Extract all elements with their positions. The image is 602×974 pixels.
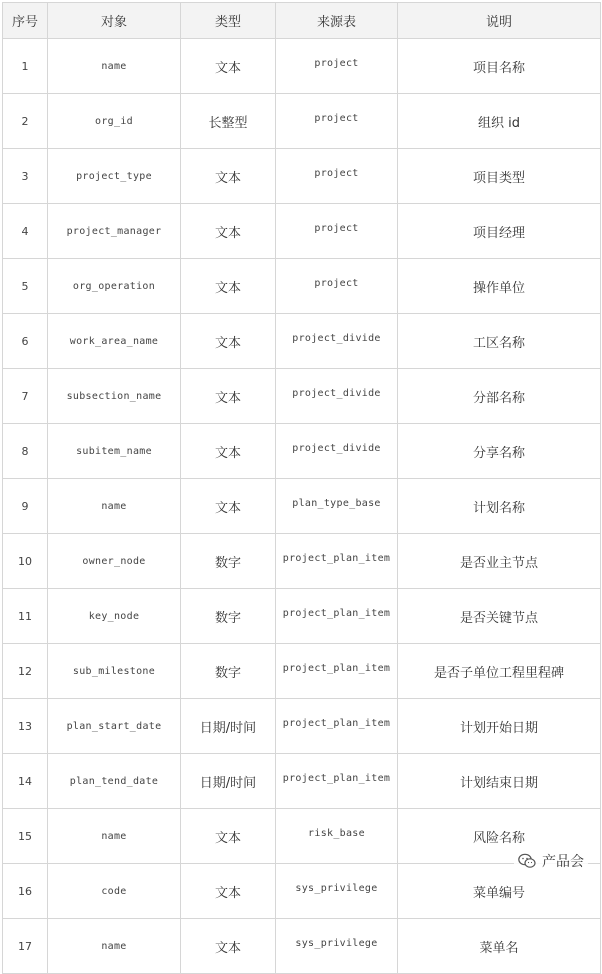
cell-desc: 分部名称 bbox=[398, 369, 601, 424]
cell-index: 3 bbox=[3, 149, 48, 204]
cell-index: 5 bbox=[3, 259, 48, 314]
cell-desc: 计划开始日期 bbox=[398, 699, 601, 754]
table-row bbox=[3, 369, 601, 424]
cell-object: name bbox=[48, 479, 181, 534]
table-row bbox=[3, 754, 601, 809]
table-row bbox=[3, 259, 601, 314]
table-row bbox=[3, 39, 601, 94]
cell-index: 12 bbox=[3, 644, 48, 699]
cell-source: project bbox=[276, 94, 398, 149]
cell-type: 文本 bbox=[181, 369, 276, 424]
cell-desc: 组织 id bbox=[398, 94, 601, 149]
header-type: 类型 bbox=[181, 3, 276, 39]
cell-desc: 项目经理 bbox=[398, 204, 601, 259]
cell-object: org_id bbox=[48, 94, 181, 149]
cell-desc: 工区名称 bbox=[398, 314, 601, 369]
cell-source: project_divide bbox=[276, 424, 398, 479]
cell-type: 文本 bbox=[181, 204, 276, 259]
cell-desc: 是否关键节点 bbox=[398, 589, 601, 644]
cell-index: 11 bbox=[3, 589, 48, 644]
cell-object: subsection_name bbox=[48, 369, 181, 424]
wechat-icon bbox=[518, 853, 536, 869]
cell-source: project_plan_item bbox=[276, 644, 398, 699]
cell-desc: 项目名称 bbox=[398, 39, 601, 94]
cell-source: plan_type_base bbox=[276, 479, 398, 534]
cell-index: 16 bbox=[3, 864, 48, 919]
table-row bbox=[3, 589, 601, 644]
cell-source: risk_base bbox=[276, 809, 398, 864]
cell-object: sub_milestone bbox=[48, 644, 181, 699]
cell-source: project bbox=[276, 39, 398, 94]
cell-type: 文本 bbox=[181, 314, 276, 369]
cell-source: project_plan_item bbox=[276, 754, 398, 809]
cell-desc: 计划名称 bbox=[398, 479, 601, 534]
cell-type: 数字 bbox=[181, 534, 276, 589]
cell-index: 8 bbox=[3, 424, 48, 479]
header-index: 序号 bbox=[3, 3, 48, 39]
cell-desc: 是否子单位工程里程碑 bbox=[398, 644, 601, 699]
cell-index: 7 bbox=[3, 369, 48, 424]
cell-index: 1 bbox=[3, 39, 48, 94]
cell-type: 文本 bbox=[181, 149, 276, 204]
field-table bbox=[2, 2, 601, 974]
cell-source: sys_privilege bbox=[276, 864, 398, 919]
cell-desc: 分享名称 bbox=[398, 424, 601, 479]
table-row bbox=[3, 534, 601, 589]
cell-source: project bbox=[276, 204, 398, 259]
table-row bbox=[3, 644, 601, 699]
cell-desc: 菜单编号 bbox=[398, 864, 601, 919]
cell-object: plan_tend_date bbox=[48, 754, 181, 809]
cell-source: project bbox=[276, 149, 398, 204]
cell-desc: 菜单名 bbox=[398, 919, 601, 974]
cell-type: 数字 bbox=[181, 589, 276, 644]
watermark bbox=[514, 849, 588, 873]
cell-object: subitem_name bbox=[48, 424, 181, 479]
table-header bbox=[3, 3, 601, 39]
cell-index: 13 bbox=[3, 699, 48, 754]
cell-desc: 是否业主节点 bbox=[398, 534, 601, 589]
header-object: 对象 bbox=[48, 3, 181, 39]
cell-desc: 计划结束日期 bbox=[398, 754, 601, 809]
cell-source: sys_privilege bbox=[276, 919, 398, 974]
cell-object: plan_start_date bbox=[48, 699, 181, 754]
table-row bbox=[3, 699, 601, 754]
cell-source: project bbox=[276, 259, 398, 314]
cell-object: name bbox=[48, 919, 181, 974]
table-row bbox=[3, 479, 601, 534]
table-row bbox=[3, 919, 601, 974]
cell-desc: 操作单位 bbox=[398, 259, 601, 314]
cell-index: 4 bbox=[3, 204, 48, 259]
cell-source: project_plan_item bbox=[276, 699, 398, 754]
cell-type: 文本 bbox=[181, 39, 276, 94]
cell-index: 14 bbox=[3, 754, 48, 809]
table-row bbox=[3, 424, 601, 479]
cell-object: name bbox=[48, 39, 181, 94]
cell-object: work_area_name bbox=[48, 314, 181, 369]
cell-type: 文本 bbox=[181, 424, 276, 479]
cell-source: project_plan_item bbox=[276, 589, 398, 644]
cell-object: owner_node bbox=[48, 534, 181, 589]
table-row bbox=[3, 94, 601, 149]
cell-index: 2 bbox=[3, 94, 48, 149]
cell-type: 文本 bbox=[181, 479, 276, 534]
cell-source: project_divide bbox=[276, 369, 398, 424]
cell-type: 长整型 bbox=[181, 94, 276, 149]
cell-index: 10 bbox=[3, 534, 48, 589]
header-source: 来源表 bbox=[276, 3, 398, 39]
cell-type: 文本 bbox=[181, 864, 276, 919]
field-table-container bbox=[2, 2, 600, 974]
cell-object: code bbox=[48, 864, 181, 919]
cell-object: name bbox=[48, 809, 181, 864]
cell-object: project_type bbox=[48, 149, 181, 204]
cell-object: key_node bbox=[48, 589, 181, 644]
cell-object: org_operation bbox=[48, 259, 181, 314]
watermark-text: 产品会 bbox=[542, 854, 584, 870]
cell-type: 文本 bbox=[181, 259, 276, 314]
cell-type: 文本 bbox=[181, 919, 276, 974]
cell-type: 日期/时间 bbox=[181, 699, 276, 754]
cell-desc: 项目类型 bbox=[398, 149, 601, 204]
table-row bbox=[3, 149, 601, 204]
cell-index: 9 bbox=[3, 479, 48, 534]
table-row bbox=[3, 314, 601, 369]
cell-source: project_plan_item bbox=[276, 534, 398, 589]
cell-index: 17 bbox=[3, 919, 48, 974]
cell-object: project_manager bbox=[48, 204, 181, 259]
cell-index: 15 bbox=[3, 809, 48, 864]
cell-index: 6 bbox=[3, 314, 48, 369]
cell-desc: 风险名称 bbox=[398, 809, 601, 864]
header-row bbox=[3, 3, 601, 39]
cell-type: 日期/时间 bbox=[181, 754, 276, 809]
table-row bbox=[3, 809, 601, 864]
table-body bbox=[3, 39, 601, 974]
header-desc: 说明 bbox=[398, 3, 601, 39]
table-row bbox=[3, 204, 601, 259]
cell-type: 文本 bbox=[181, 809, 276, 864]
cell-type: 数字 bbox=[181, 644, 276, 699]
table-row bbox=[3, 864, 601, 919]
cell-source: project_divide bbox=[276, 314, 398, 369]
